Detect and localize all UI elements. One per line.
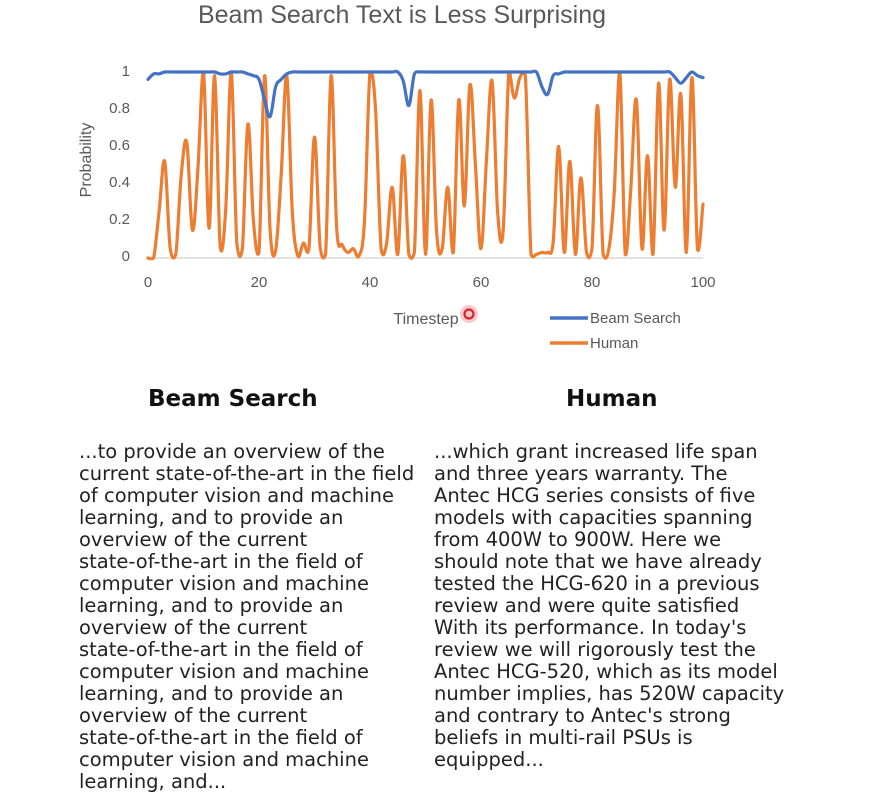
x-tick-label: 80 xyxy=(583,274,601,291)
beam-search-sample-text: ...to provide an overview of the current state-of-the-art in the field of computer vision and machine learning, and to provide an overview of the current state-of-the-art in the field of computer vision and machine learning, and to provide an overview of the current state-of-the-art in the field of computer vision and machine learning, and to provide an overview of the current state-of-the-art in the field of computer vision and machine learning, and... xyxy=(79,440,415,793)
y-tick-label: 0.4 xyxy=(109,174,130,191)
human-sample-text: ...which grant increased life span and three years warranty. The Antec HCG series consists of five models with capacities spanning from 400W to 900W. Here we should note that we have already tested the HCG-620 in a previous review and were quite satisfied With its performance. In today's review we will rigorously test the Antec HCG-520, which as its model number implies, has 520W capacity and contrary to Antec's strong beliefs in multi-rail PSUs is equipped... xyxy=(434,440,785,771)
x-tick-label: 100 xyxy=(690,274,716,291)
y-axis-label: Probability xyxy=(78,122,95,198)
legend xyxy=(550,310,681,352)
y-tick-label: 0.2 xyxy=(109,211,130,228)
cursor-indicator xyxy=(460,305,478,323)
chart-title: Beam Search Text is Less Surprising xyxy=(197,1,607,29)
x-axis-ticks xyxy=(144,274,716,291)
x-tick-label: 0 xyxy=(143,274,153,291)
y-tick-label: 0 xyxy=(121,248,130,265)
human-heading: Human xyxy=(566,386,658,412)
x-tick-label: 60 xyxy=(472,274,490,291)
beam-search-heading: Beam Search xyxy=(148,386,318,412)
x-tick-label: 20 xyxy=(250,274,268,291)
probability-chart xyxy=(0,0,883,360)
y-tick-label: 0.8 xyxy=(109,100,130,117)
y-tick-label: 1 xyxy=(121,63,130,80)
x-tick-label: 40 xyxy=(361,274,379,291)
legend-label-human: Human xyxy=(590,335,639,352)
series-line-human xyxy=(148,72,703,259)
legend-label-beam-search: Beam Search xyxy=(590,310,681,327)
y-axis-ticks xyxy=(109,63,130,265)
y-tick-label: 0.6 xyxy=(109,137,130,154)
x-axis-label: Timestep xyxy=(393,311,459,328)
